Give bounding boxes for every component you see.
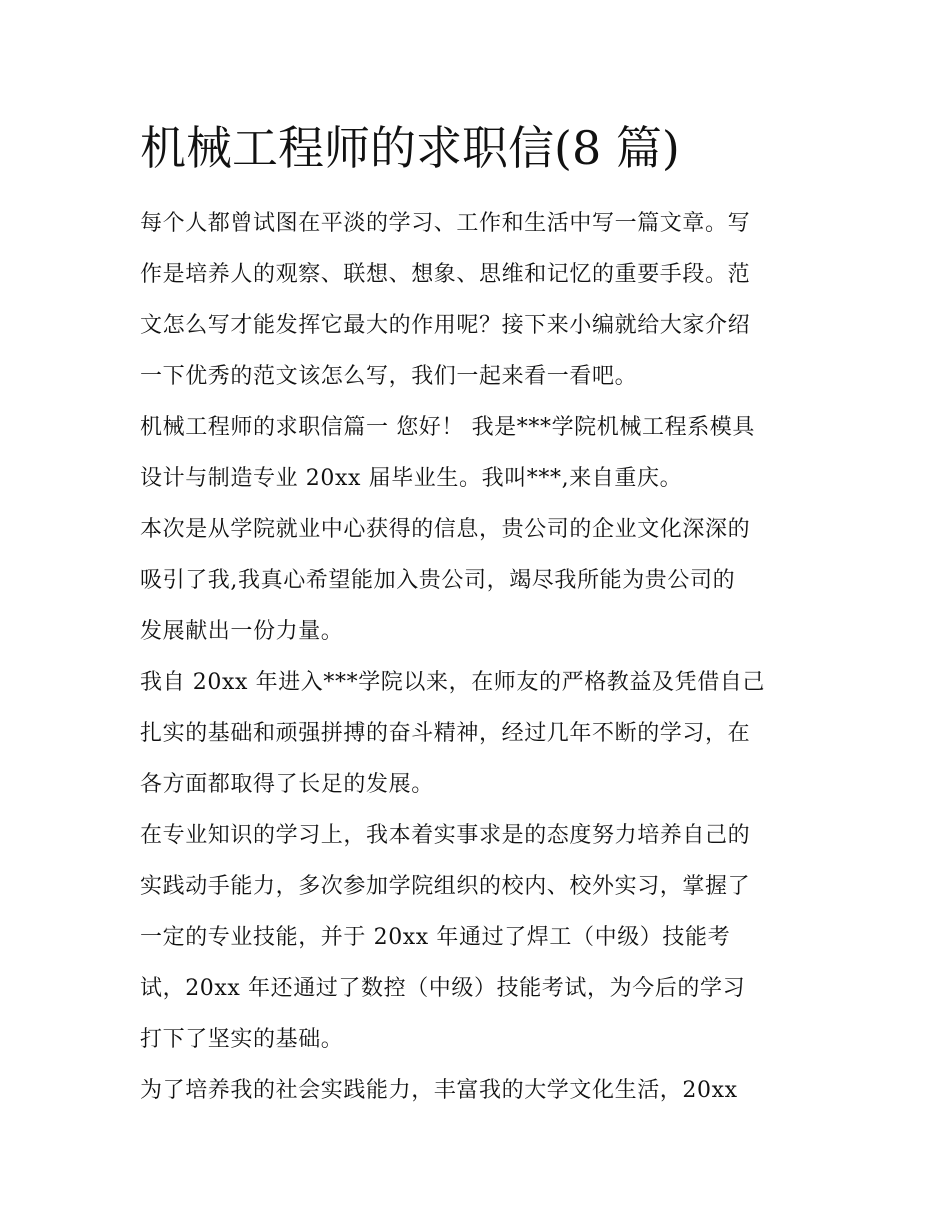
text-line: 每个人都曾试图在平淡的学习、工作和生活中写一篇文章。写 bbox=[140, 211, 751, 236]
text-line: 为了培养我的社会实践能力，丰富我的大学文化生活，20xx bbox=[140, 1078, 738, 1103]
text-line: 文怎么写才能发挥它最大的作用呢？接下来小编就给大家介绍 bbox=[140, 313, 751, 338]
text-line: 作是培养人的观察、联想、想象、思维和记忆的重要手段。范 bbox=[140, 262, 751, 287]
document-title: 机械工程师的求职信(8 篇) bbox=[140, 121, 680, 175]
text-line: 本次是从学院就业中心获得的信息，贵公司的企业文化深深的 bbox=[140, 517, 751, 542]
text-line: 实践动手能力，多次参加学院组织的校内、校外实习，掌握了 bbox=[140, 874, 751, 899]
text-line: 在专业知识的学习上，我本着实事求是的态度努力培养自己的 bbox=[140, 823, 751, 848]
paragraph-background bbox=[140, 657, 820, 810]
text-line: 我自 20xx 年进入***学院以来，在师友的严格教益及凭借自己 bbox=[140, 670, 765, 695]
text-line: 一下优秀的范文该怎么写，我们一起来看一看吧。 bbox=[140, 364, 638, 389]
text-line: 吸引了我,我真心希望能加入贵公司，竭尽我所能为贵公司的 bbox=[140, 568, 736, 593]
paragraph-source bbox=[140, 504, 820, 657]
text-line: 设计与制造专业 20xx 届毕业生。我叫***,来自重庆。 bbox=[140, 466, 683, 491]
paragraph-skills bbox=[140, 810, 820, 1065]
text-line: 一定的专业技能，并于 20xx 年通过了焊工（中级）技能考 bbox=[140, 925, 731, 950]
text-line: 机械工程师的求职信篇一 您好！ 我是***学院机械工程系模具 bbox=[140, 415, 755, 440]
text-line: 发展献出一份力量。 bbox=[140, 619, 344, 644]
document-body bbox=[140, 198, 820, 1116]
text-line: 扎实的基础和顽强拼搏的奋斗精神，经过几年不断的学习，在 bbox=[140, 721, 751, 746]
paragraph-greeting bbox=[140, 402, 820, 504]
paragraph-practice bbox=[140, 1065, 820, 1116]
text-line: 试，20xx 年还通过了数控（中级）技能考试，为今后的学习 bbox=[140, 976, 746, 1001]
paragraph-intro bbox=[140, 198, 820, 402]
text-line: 各方面都取得了长足的发展。 bbox=[140, 772, 434, 797]
text-line: 打下了坚实的基础。 bbox=[140, 1027, 344, 1052]
